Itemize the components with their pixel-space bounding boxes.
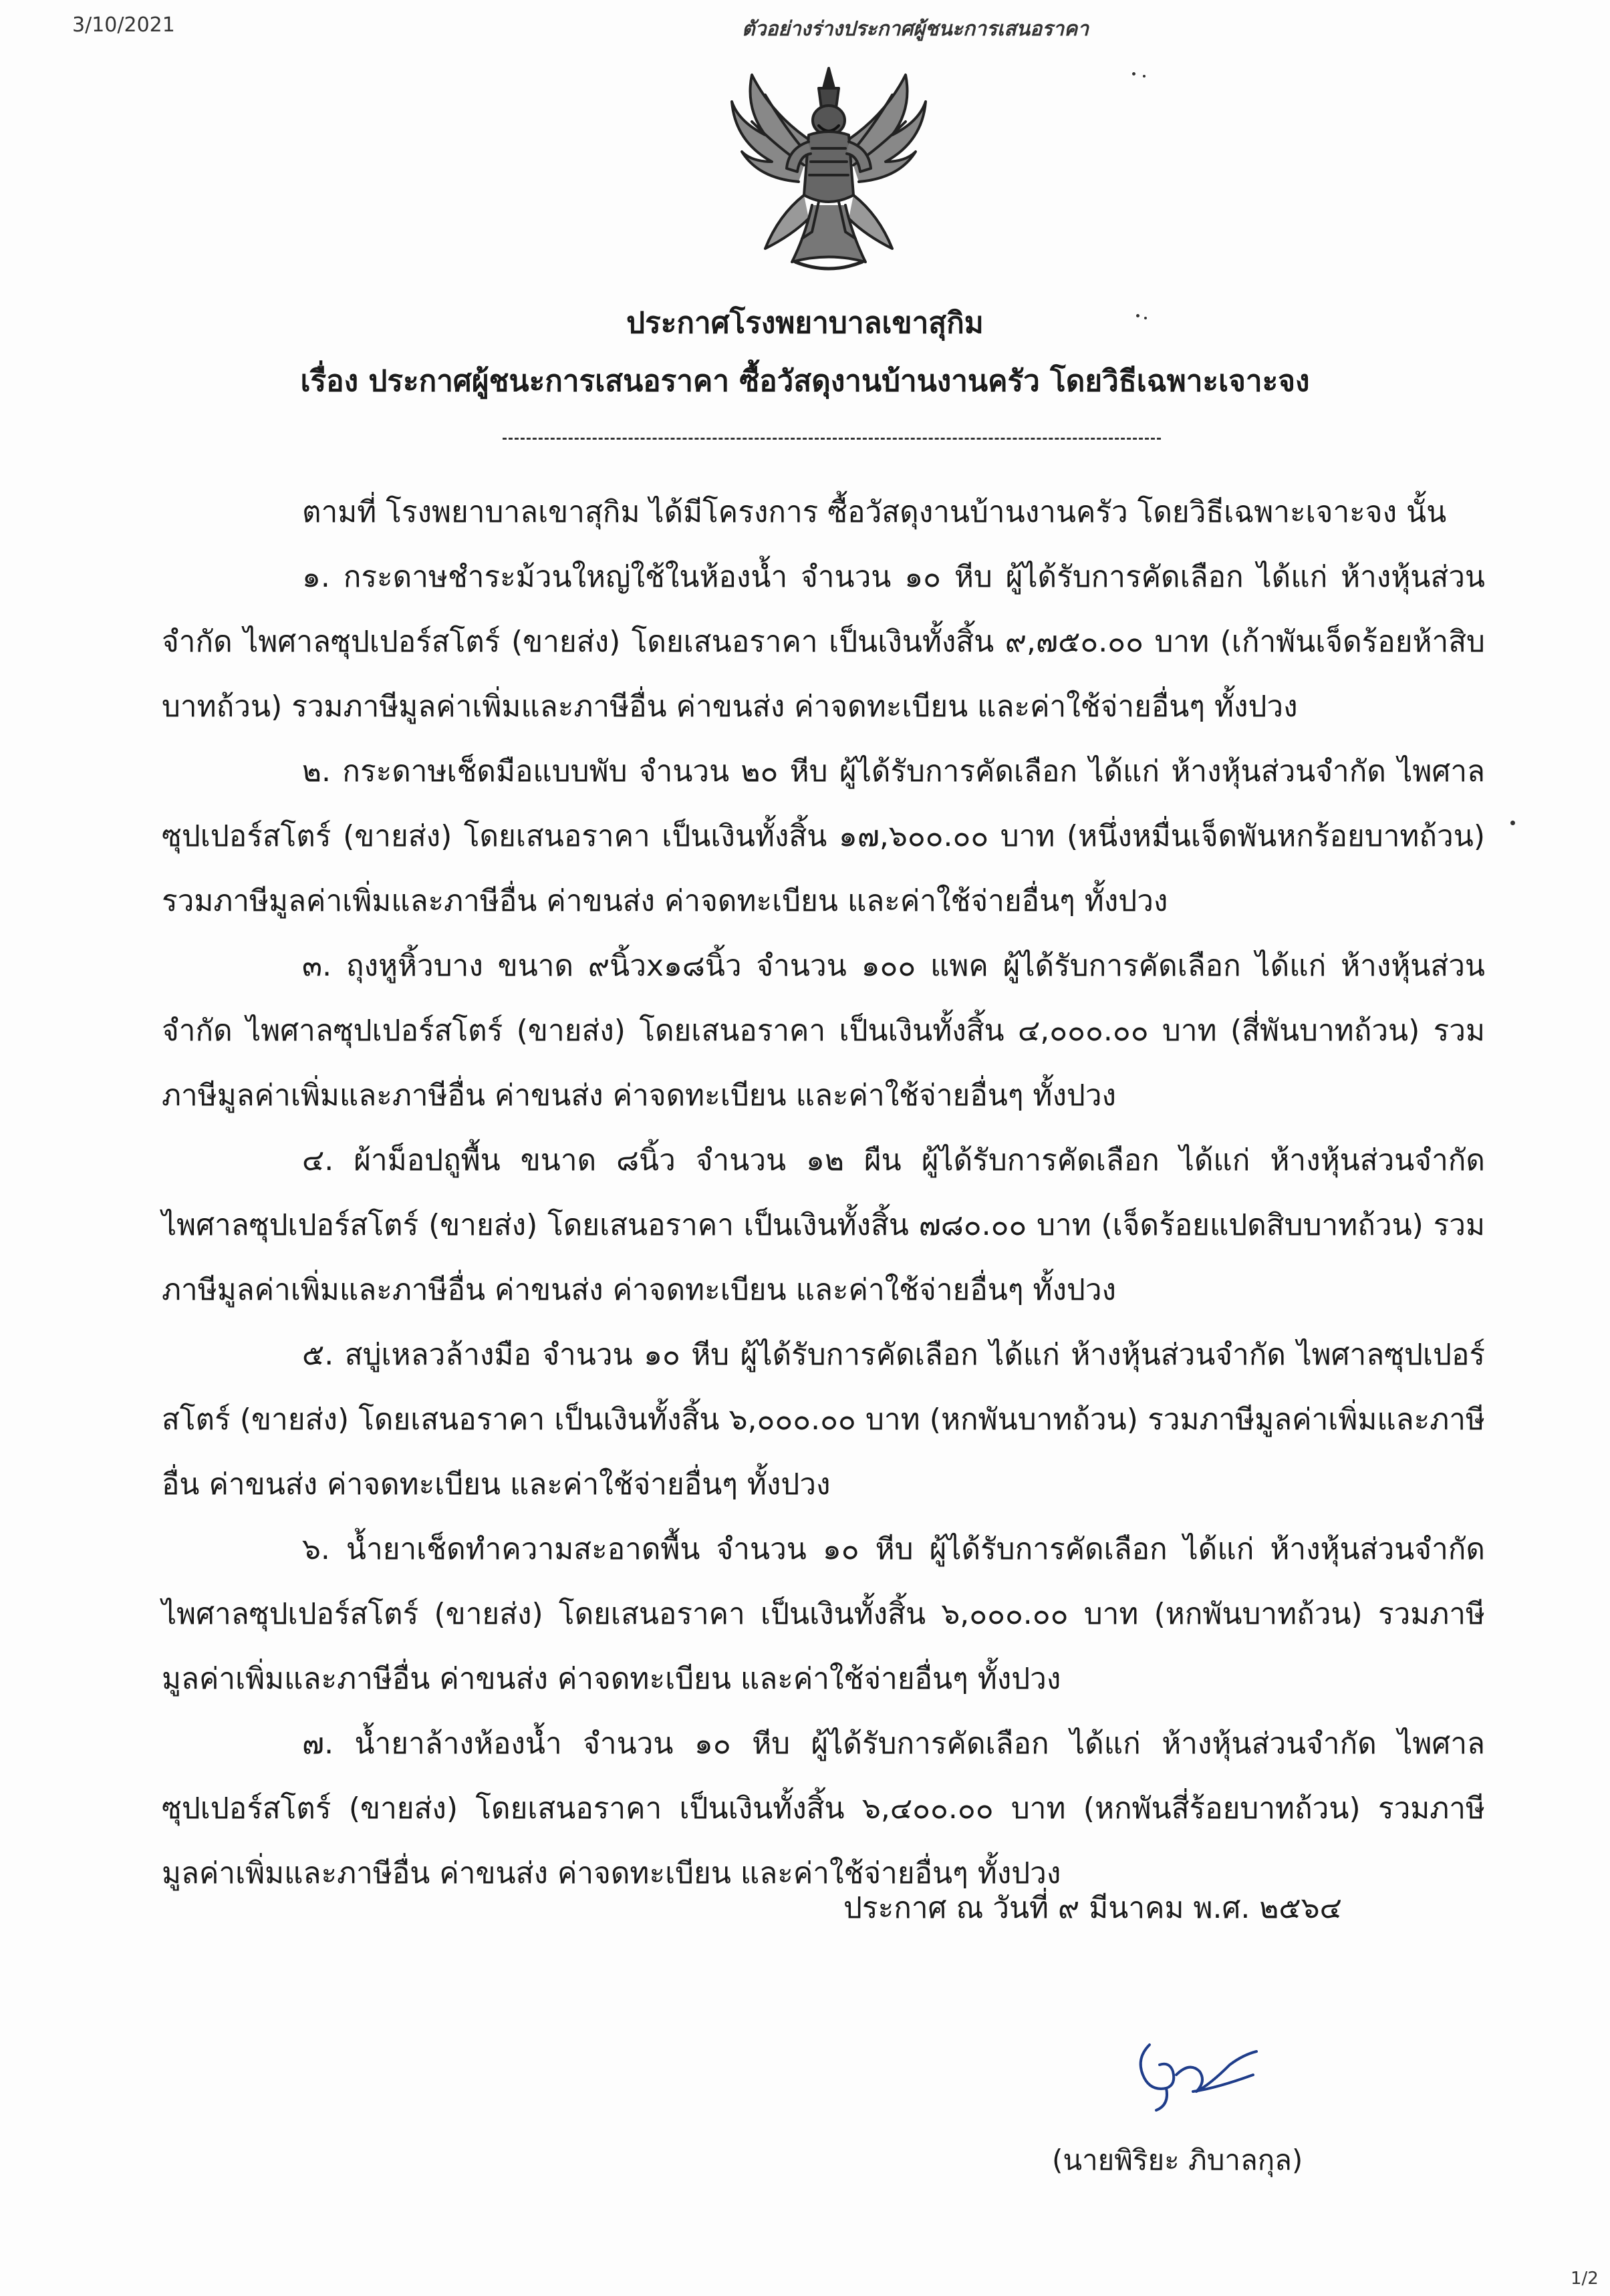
item-paragraph: ๒. กระดาษเช็ดมือแบบพับ จำนวน ๒๐ หีบ ผู้ได้รับการคัดเลือก ได้แก่ ห้างหุ้นส่วนจำกัด ไพศาลซุปเปอร์สโตร์ (ขายส่ง) โดยเสนอราคา เป็นเงินทั้งสิ้น ๑๗,๖๐๐.๐๐ บาท (หนึ่งหมื่นเจ็ดพันหกร้อยบาทถ้วน) รวมภาษีมูลค่าเพิ่มและภาษีอื่น ค่าขนส่ง ค่าจดทะเบียน และค่าใช้จ่ายอื่นๆ ทั้งปวง [162,754,1485,918]
title-divider [503,438,1161,440]
scan-speck [1144,317,1147,319]
intro-paragraph: ตามที่ โรงพยาบาลเขาสุกิม ได้มีโครงการ ซื้อวัสดุงานบ้านงานครัว โดยวิธีเฉพาะเจาะจง นั้น [302,495,1447,529]
subject-title: เรื่อง ประกาศผู้ชนะการเสนอราคา ซื้อวัสดุงานบ้านงานครัว โดยวิธีเฉพาะเจาะจง [300,364,1310,398]
garuda-emblem-icon [725,61,932,275]
document-body [162,480,1485,1906]
scan-speck [1136,314,1139,317]
page-number: 1/2 [1571,2269,1599,2289]
organization-title: ประกาศโรงพยาบาลเขาสุกิม [626,306,984,340]
print-date: 3/10/2021 [72,13,175,37]
item-paragraph: ๖. น้ำยาเช็ดทำความสะอาดพื้น จำนวน ๑๐ หีบ ผู้ได้รับการคัดเลือก ได้แก่ ห้างหุ้นส่วนจำกัด ไพศาลซุปเปอร์สโตร์ (ขายส่ง) โดยเสนอราคา เป็นเงินทั้งสิ้น ๖,๐๐๐.๐๐ บาท (หกพันบาทถ้วน) รวมภาษีมูลค่าเพิ่มและภาษีอื่น ค่าขนส่ง ค่าจดทะเบียน และค่าใช้จ่ายอื่นๆ ทั้งปวง [162,1532,1485,1696]
print-header-note: ตัวอย่างร่างประกาศผู้ชนะการเสนอราคา [742,17,1089,41]
signature-icon [1129,2025,1263,2118]
scan-speck [1143,75,1146,78]
signer-name: (นายพิริยะ ภิบาลกุล) [1052,2144,1303,2176]
item-paragraph: ๗. น้ำยาล้างห้องน้ำ จำนวน ๑๐ หีบ ผู้ได้รับการคัดเลือก ได้แก่ ห้างหุ้นส่วนจำกัด ไพศาลซุปเปอร์สโตร์ (ขายส่ง) โดยเสนอราคา เป็นเงินทั้งสิ้น ๖,๔๐๐.๐๐ บาท (หกพันสี่ร้อยบาทถ้วน) รวมภาษีมูลค่าเพิ่มและภาษีอื่น ค่าขนส่ง ค่าจดทะเบียน และค่าใช้จ่ายอื่นๆ ทั้งปวง [162,1727,1485,1890]
item-paragraph: ๑. กระดาษชำระม้วนใหญ่ใช้ในห้องน้ำ จำนวน ๑๐ หีบ ผู้ได้รับการคัดเลือก ได้แก่ ห้างหุ้นส่วนจำกัด ไพศาลซุปเปอร์สโตร์ (ขายส่ง) โดยเสนอราคา เป็นเงินทั้งสิ้น ๙,๗๕๐.๐๐ บาท (เก้าพันเจ็ดร้อยห้าสิบบาทถ้วน) รวมภาษีมูลค่าเพิ่มและภาษีอื่น ค่าขนส่ง ค่าจดทะเบียน และค่าใช้จ่ายอื่นๆ ทั้งปวง [162,560,1485,724]
item-paragraph: ๓. ถุงหูหิ้วบาง ขนาด ๙นิ้วx๑๘นิ้ว จำนวน ๑๐๐ แพค ผู้ได้รับการคัดเลือก ได้แก่ ห้างหุ้นส่วนจำกัด ไพศาลซุปเปอร์สโตร์ (ขายส่ง) โดยเสนอราคา เป็นเงินทั้งสิ้น ๔,๐๐๐.๐๐ บาท (สี่พันบาทถ้วน) รวมภาษีมูลค่าเพิ่มและภาษีอื่น ค่าขนส่ง ค่าจดทะเบียน และค่าใช้จ่ายอื่นๆ ทั้งปวง [162,949,1485,1113]
item-paragraph: ๔. ผ้าม็อปถูพื้น ขนาด ๘นิ้ว จำนวน ๑๒ ผืน ผู้ได้รับการคัดเลือก ได้แก่ ห้างหุ้นส่วนจำกัด ไพศาลซุปเปอร์สโตร์ (ขายส่ง) โดยเสนอราคา เป็นเงินทั้งสิ้น ๗๘๐.๐๐ บาท (เจ็ดร้อยแปดสิบบาทถ้วน) รวมภาษีมูลค่าเพิ่มและภาษีอื่น ค่าขนส่ง ค่าจดทะเบียน และค่าใช้จ่ายอื่นๆ ทั้งปวง [162,1143,1485,1307]
announcement-date: ประกาศ ณ วันที่ ๙ มีนาคม พ.ศ. ๒๕๖๔ [843,1891,1342,1925]
scan-speck [1510,821,1515,825]
scan-speck [1132,72,1135,76]
item-paragraph: ๕. สบู่เหลวล้างมือ จำนวน ๑๐ หีบ ผู้ได้รับการคัดเลือก ได้แก่ ห้างหุ้นส่วนจำกัด ไพศาลซุปเปอร์สโตร์ (ขายส่ง) โดยเสนอราคา เป็นเงินทั้งสิ้น ๖,๐๐๐.๐๐ บาท (หกพันบาทถ้วน) รวมภาษีมูลค่าเพิ่มและภาษีอื่น ค่าขนส่ง ค่าจดทะเบียน และค่าใช้จ่ายอื่นๆ ทั้งปวง [162,1338,1485,1501]
